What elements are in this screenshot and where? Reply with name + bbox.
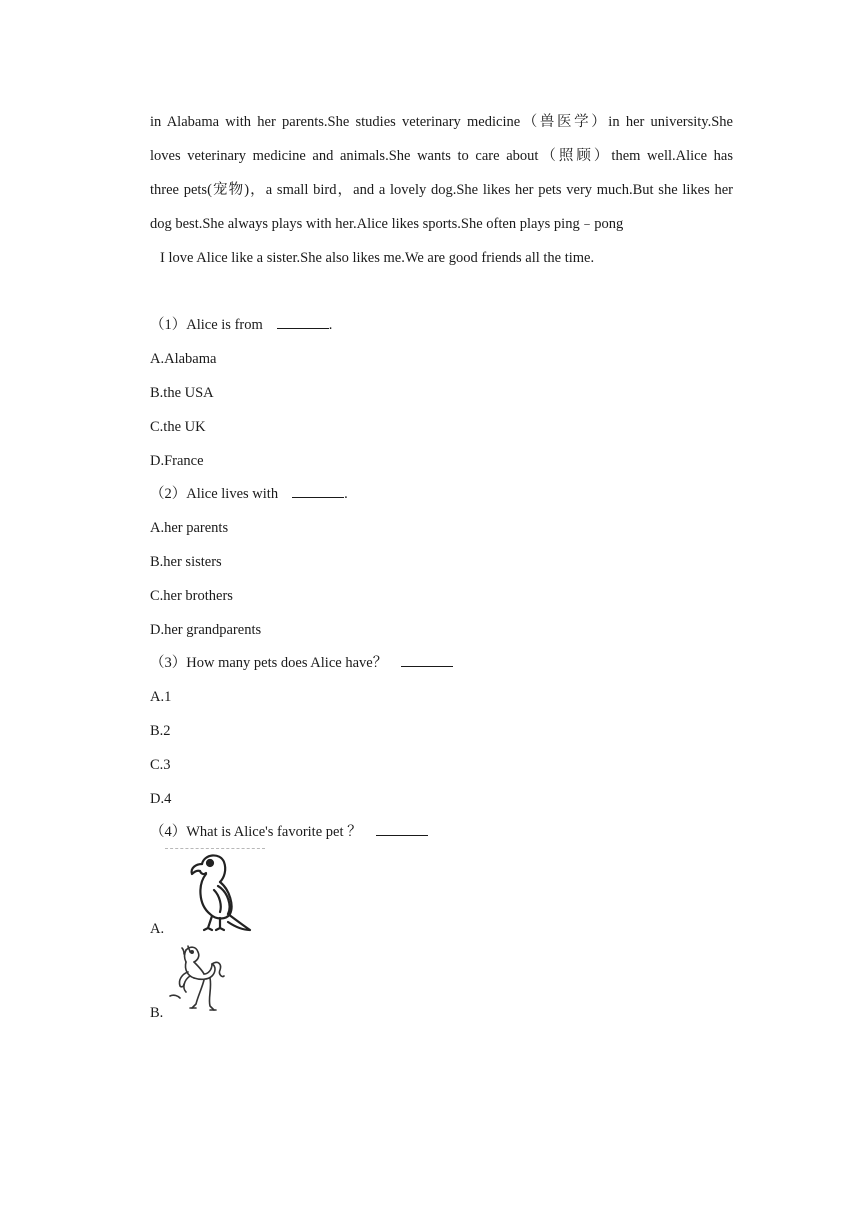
question-4-option-b-label: B. [150,1005,164,1021]
passage-line-2: loves veterinary medicine and animals.She wants to care about（照顾）them well.Alice has [150,148,733,164]
passage-line-5: I love Alice like a sister.She also likes me.We are good friends all the time. [160,250,595,266]
question-2-option-c: C.her brothers [150,588,233,604]
question-1-option-b: B.the USA [150,385,214,401]
question-1-stem: （1）Alice is from [150,317,263,333]
question-2-tail: . [344,486,348,502]
image-border-dashed [165,848,265,849]
passage-line-1: in Alabama with her parents.She studies veterinary medicine（兽医学）in her university.She [150,114,733,130]
question-3-option-b: B.2 [150,723,171,739]
question-1-option-c: C.the UK [150,419,206,435]
answer-blank-3[interactable] [401,654,453,667]
question-4-option-a-label: A. [150,921,165,937]
question-2-option-d: D.her grandparents [150,622,262,638]
question-2-option-a: A.her parents [150,520,229,536]
answer-blank-1[interactable] [277,316,329,329]
question-2 [150,484,733,504]
question-4-stem: （4）What is Alice's favorite pet ？ [150,824,362,840]
passage-line-3: three pets(宠物)，a small bird，and a lovely dog.She likes her pets very much.But she likes her [150,182,733,198]
question-2-option-b: B.her sisters [150,554,222,570]
question-3-stem: （3）How many pets does Alice have？ [150,655,388,671]
horse-image [162,944,226,1016]
answer-blank-4[interactable] [376,823,428,836]
question-1-option-a: A.Alabama [150,351,217,367]
answer-blank-2[interactable] [292,485,344,498]
question-3 [150,653,733,673]
question-2-stem: （2）Alice lives with [150,486,279,502]
parrot-image [184,850,254,934]
question-1-tail: . [328,317,333,333]
question-1 [150,315,733,335]
question-3-option-a: A.1 [150,689,172,705]
question-1-option-d: D.France [150,453,204,469]
question-3-option-d: D.4 [150,791,172,807]
question-3-option-c: C.3 [150,757,171,773]
passage-line-4: dog best.She always plays with her.Alice likes sports.She often plays ping﹣pong [150,216,624,232]
question-4 [150,822,733,842]
